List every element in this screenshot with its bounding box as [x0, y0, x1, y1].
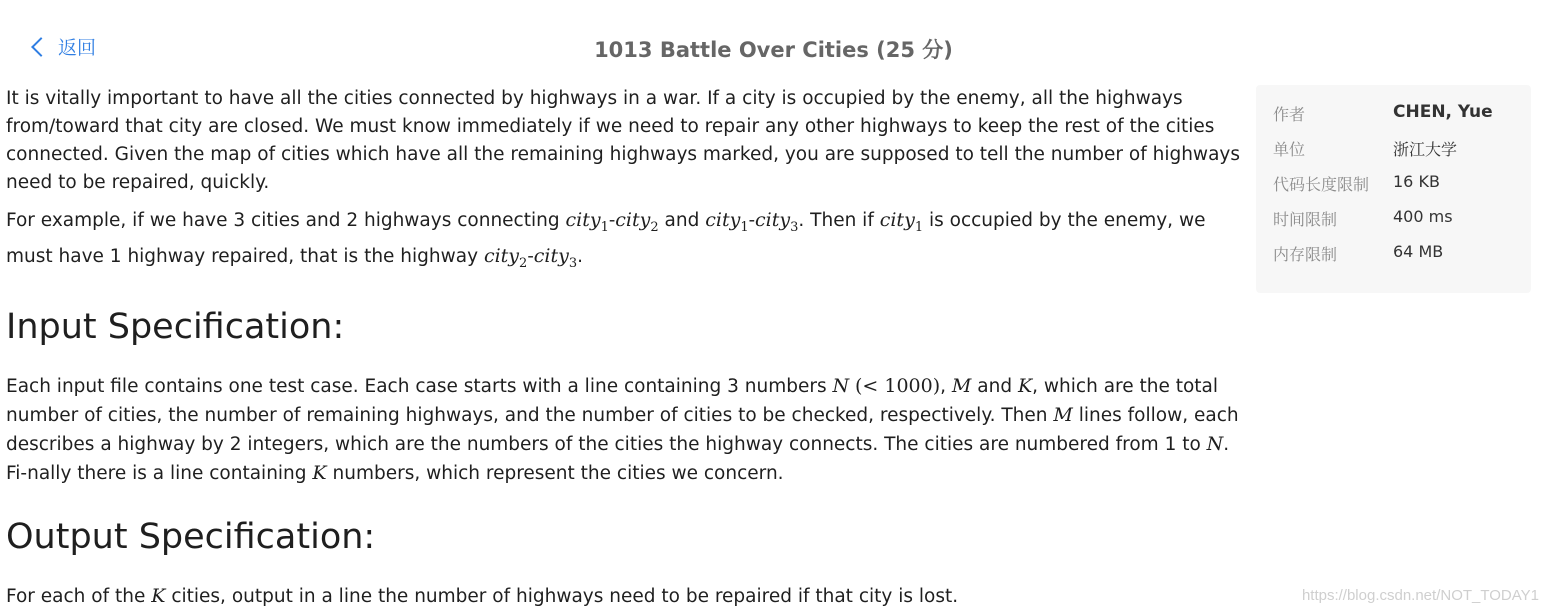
output-spec-heading: Output Specification:: [6, 516, 376, 557]
math-city2-city3: city$_2$-city$_3$: [483, 244, 578, 271]
memory-limit-value: 64 MB: [1393, 242, 1444, 261]
info-row-memory-limit: [1273, 242, 1523, 277]
example-paragraph: For example, if we have 3 cities and 2 highways connecting city$_1$-city$_2$ and city$_1$-city$_3$. Then if city$_1$ is occupied by the enemy, we must have 1 highway repaired, that is the highway city$_2$-city$_3$.: [6, 209, 1206, 271]
unit-value: 浙江大学: [1393, 140, 1458, 159]
memory-limit-label: 内存限制: [1273, 245, 1338, 264]
math-M: M: [951, 374, 972, 397]
info-row-time-limit: [1273, 207, 1523, 242]
math-city1-city2: city$_1$-city$_2$: [565, 209, 659, 235]
math-K-2: K: [312, 461, 327, 484]
info-row-code-limit: [1273, 172, 1523, 207]
unit-label: 单位: [1273, 140, 1306, 159]
info-row-unit: [1273, 137, 1523, 172]
top-bar: [0, 0, 1547, 90]
math-N-cond: (< 1000): [855, 374, 941, 397]
author-label: 作者: [1273, 105, 1306, 124]
time-limit-value: 400 ms: [1393, 207, 1453, 226]
math-city1-city3: city$_1$-city$_3$: [705, 209, 799, 235]
input-spec-paragraph: Each input file contains one test case. Each case starts with a line containing 3 numbers N (< 1000), M and K, which are the total number of cities, the number of remaining highways, and the number of cities to be checked, respectively. Then M lines follow, each describes a highway by 2 integers, which are the numbers of the cities the highway connects. The cities are numbered from 1 to N. Fi-nally there is a line containing K numbers, which represent the cities we concern.: [6, 374, 1239, 484]
code-limit-label: 代码长度限制: [1273, 175, 1370, 194]
math-K: K: [1017, 374, 1033, 397]
math-M-2: M: [1053, 403, 1073, 426]
problem-description: [6, 85, 1246, 615]
output-spec-paragraph: For each of the K cities, output in a line the number of highways need to be repaired if that city is lost.: [6, 584, 959, 607]
problem-info-panel: [1256, 85, 1531, 293]
math-city1: city$_1$: [879, 209, 924, 235]
back-label: 返回: [58, 37, 97, 59]
time-limit-label: 时间限制: [1273, 210, 1338, 229]
math-N: N: [832, 374, 850, 397]
page-title: 1013 Battle Over Cities (25 分): [594, 38, 953, 62]
input-spec-heading: Input Specification:: [6, 306, 345, 347]
math-N-2: N: [1206, 432, 1224, 455]
intro-paragraph: It is vitally important to have all the cities connected by highways in a war. If a city is occupied by the enemy, all the highways from/toward that city are closed. We must know immediately if we need to repair any other highways to keep the rest of the cities connected. Given the map of cities which have all the remaining highways marked, you are supposed to tell the number of highways need to be repaired, quickly.: [6, 88, 1240, 193]
author-value: CHEN, Yue: [1393, 102, 1493, 122]
code-limit-value: 16 KB: [1393, 172, 1440, 191]
info-row-author: [1273, 102, 1523, 137]
watermark: https://blog.csdn.net/NOT_TODAY1: [1301, 587, 1539, 604]
math-K-3: K: [151, 584, 166, 607]
